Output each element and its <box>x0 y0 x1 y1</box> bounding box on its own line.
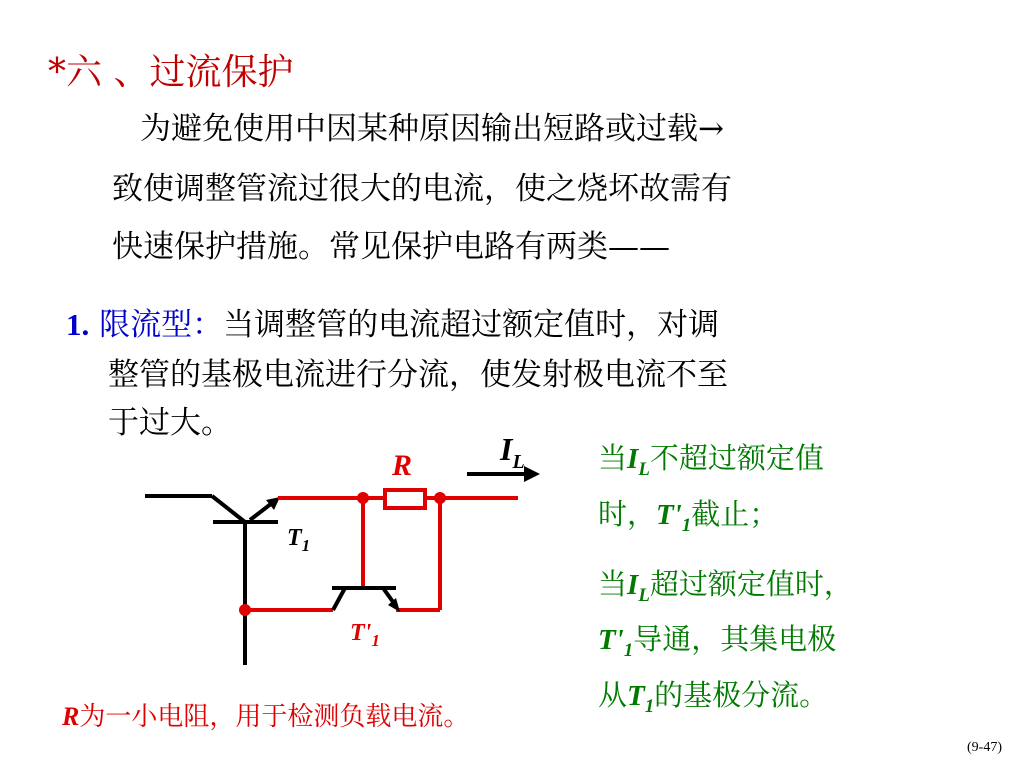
intro-line-3: 快速保护措施。常见保护电路有两类—— <box>112 229 670 265</box>
current-label: $I_L$ <box>500 431 525 473</box>
var-il: $I_L$ <box>627 568 650 606</box>
t1-label: $T_1$ <box>287 525 311 555</box>
section-1-line-2: 整管的基极电流进行分流，使发射极电流不至 <box>108 357 728 393</box>
right-arrow-icon: → <box>698 111 724 147</box>
junction-dot <box>357 492 369 504</box>
explain-p2-line-3: 从$T_1$的基极分流。 <box>598 678 829 717</box>
section-number: 1. <box>66 307 90 342</box>
explain-p2-line-1: 当$I_L$超过额定值时， <box>598 566 853 606</box>
explain-p1-line-1: 当$I_L$不超过额定值 <box>598 441 824 480</box>
var-t1p: $T'_1$ <box>598 624 634 662</box>
explain-p2-line-2: $T'_1$导通，其集电极 <box>598 622 837 662</box>
resistor-note: R为一小电阻，用于检测负载电流。 <box>62 702 470 732</box>
explain-p1-line-2: 时，$T'_1$截止； <box>598 496 779 536</box>
base-diagonal-wire <box>212 496 245 522</box>
t1p-collector-lead <box>333 588 345 610</box>
intro-line-2: 致使调整管流过很大的电流，使之烧坏故需有 <box>112 171 732 207</box>
var-t1: $T_1$ <box>627 680 655 717</box>
section-1-line-3: 于过大。 <box>108 405 232 441</box>
var-r: R <box>62 702 80 731</box>
t1p-label: $T'_1$ <box>350 620 380 650</box>
section-1-line-1: 当调整管的电流超过额定值时，对调 <box>223 307 720 343</box>
resistor-label: R <box>392 449 413 482</box>
slide-title: *六 、过流保护 <box>48 52 294 93</box>
junction-dot <box>239 604 251 616</box>
explanation-block <box>598 436 853 729</box>
resistor-r <box>385 490 425 508</box>
current-arrow-head-icon <box>524 466 540 482</box>
intro-line-1: 为避免使用中因某种原因输出短路或过载 <box>140 111 698 147</box>
page-number: (9-47) <box>967 740 1002 755</box>
var-il: $I_L$ <box>627 443 650 480</box>
var-t1p: $T'_1$ <box>656 498 692 536</box>
section-label: 限流型： <box>99 307 224 343</box>
junction-dot <box>434 492 446 504</box>
